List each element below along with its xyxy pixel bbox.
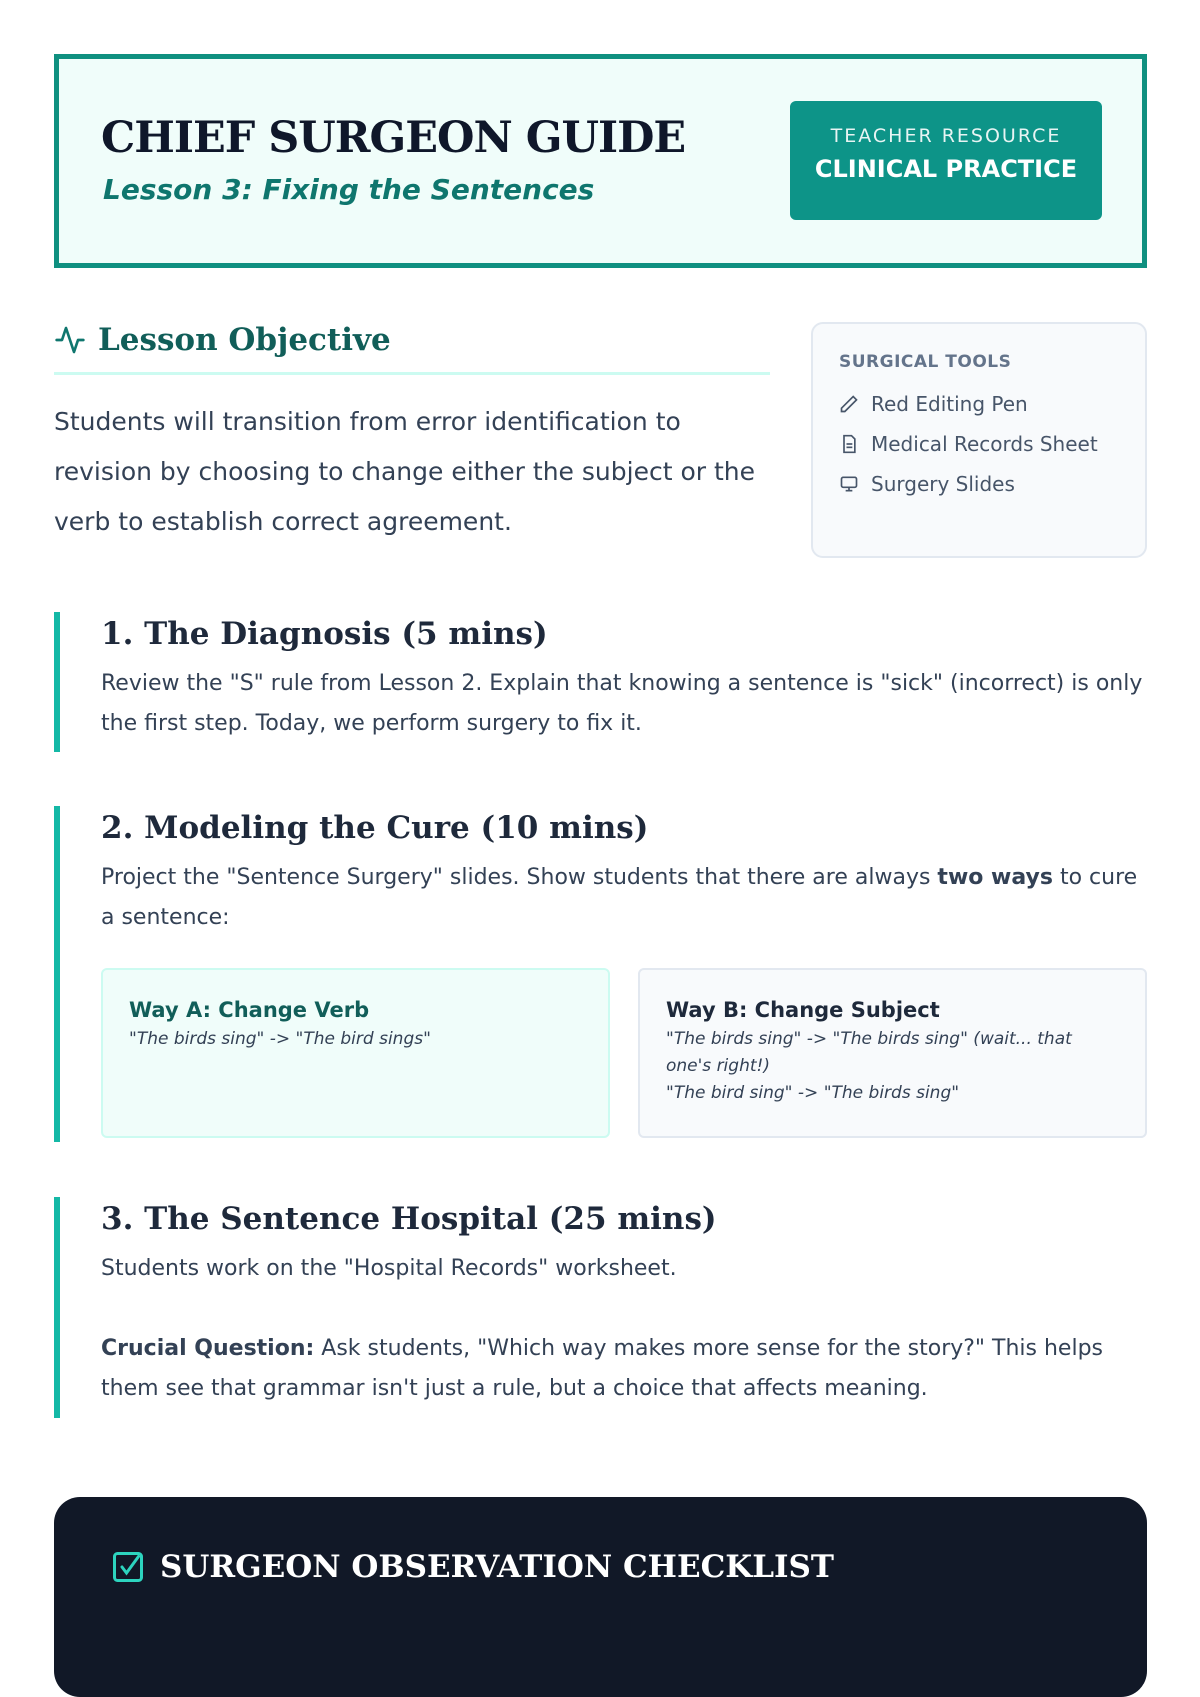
step-text-part: Project the "Sentence Surgery" slides. Show students that there are always xyxy=(101,865,938,890)
tool-label: Red Editing Pen xyxy=(871,392,1028,416)
checklist-heading xyxy=(110,1549,1091,1585)
way-title: Way B: Change Subject xyxy=(666,998,940,1022)
lesson-subtitle: Lesson 3: Fixing the Sentences xyxy=(103,173,595,206)
pencil-icon xyxy=(839,394,859,414)
step-text-bold: two ways xyxy=(937,865,1053,890)
way-title: Way A: Change Verb xyxy=(129,998,370,1022)
step-text: Students work on the "Hospital Records" worksheet. xyxy=(101,1256,677,1281)
step-modeling xyxy=(54,806,1147,1142)
way-example: "The bird sing" -> "The birds sing" xyxy=(666,1083,960,1103)
step-text xyxy=(101,858,1147,938)
resource-badge xyxy=(790,101,1102,220)
ways-grid xyxy=(101,968,1147,1138)
page-title: CHIEF SURGEON GUIDE xyxy=(101,113,686,163)
step-hospital xyxy=(54,1197,1147,1418)
monitor-icon xyxy=(839,474,859,494)
step-diagnosis xyxy=(54,612,1147,752)
tool-item xyxy=(839,464,1119,504)
step-text-part: to cure a sentence: xyxy=(101,865,1138,930)
objective-text: Students will transition from error identification to revision by choosing to change either the subject or the verb to establish correct agreement. xyxy=(54,407,755,536)
way-b-card xyxy=(638,968,1147,1138)
checklist-heading-text: SURGEON OBSERVATION CHECKLIST xyxy=(160,1549,834,1585)
step-text: Review the "S" rule from Lesson 2. Explain that knowing a sentence is "sick" (incorrect) is only the first step. Today, we perform surgery to fix it. xyxy=(101,671,1143,736)
crucial-question xyxy=(101,1329,1147,1409)
step-title: 1. The Diagnosis (5 mins) xyxy=(101,616,548,652)
way-example: "The birds sing" -> "The birds sing" (wait... that one's right!) xyxy=(666,1029,1072,1076)
objective-heading-text: Lesson Objective xyxy=(98,322,391,358)
badge-label: TEACHER RESOURCE xyxy=(830,125,1062,147)
activity-icon xyxy=(54,324,86,356)
tool-item xyxy=(839,384,1119,424)
way-a-card xyxy=(101,968,610,1138)
document-icon xyxy=(839,434,859,454)
tools-heading: SURGICAL TOOLS xyxy=(839,352,1012,372)
tool-label: Surgery Slides xyxy=(871,472,1015,496)
step-title: 2. Modeling the Cure (10 mins) xyxy=(101,810,649,846)
badge-title: CLINICAL PRACTICE xyxy=(814,155,1078,183)
objective-section xyxy=(54,322,770,547)
objective-heading xyxy=(54,322,770,375)
observation-checklist xyxy=(54,1497,1147,1697)
tool-label: Medical Records Sheet xyxy=(871,432,1098,456)
header-banner xyxy=(54,54,1147,268)
step-title: 3. The Sentence Hospital (25 mins) xyxy=(101,1201,717,1237)
way-example: "The birds sing" -> "The bird sings" xyxy=(129,1029,431,1049)
crucial-label: Crucial Question: xyxy=(101,1336,315,1361)
crucial-text: Ask students, "Which way makes more sense for the story?" This helps them see that grammar isn't just a rule, but a choice that affects meaning. xyxy=(101,1336,1104,1401)
surgical-tools-card xyxy=(811,322,1147,558)
tool-item xyxy=(839,424,1119,464)
checkbox-icon xyxy=(110,1549,146,1585)
